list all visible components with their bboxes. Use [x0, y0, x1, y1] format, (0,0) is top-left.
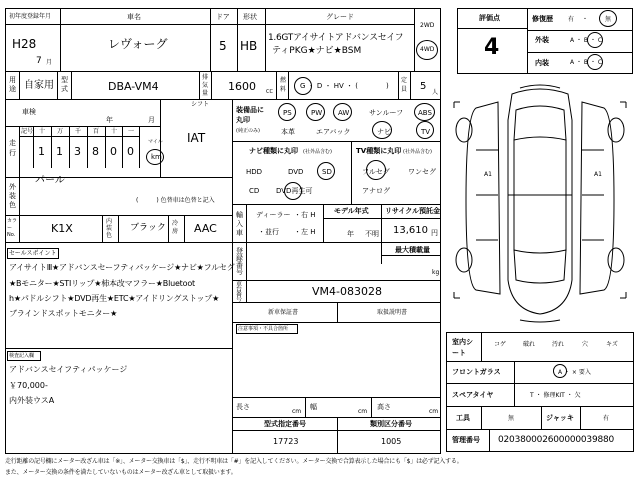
mileage-header-3: 千: [75, 128, 82, 135]
import-dealer: ディーラー: [256, 211, 291, 219]
equip-abs: ABS: [418, 109, 432, 117]
mileage-digit-2: 3: [74, 145, 81, 158]
model-year-year: 年: [347, 230, 354, 238]
equip-sunroof: サンルーフ: [369, 109, 404, 117]
dim-length-label: 長さ: [236, 403, 250, 411]
km-circle: [146, 149, 164, 165]
equip-ps: PS: [283, 109, 292, 117]
color-code-label: カラーNo.: [7, 218, 18, 238]
sales-point-line-3: ブラインドスポットモニター★: [9, 309, 118, 318]
disp-value: 1600: [228, 80, 256, 93]
mileage-unit-mile: マイル: [148, 139, 163, 145]
drive-2wd: 2WD: [420, 22, 435, 29]
capacity-label: 定員: [401, 77, 408, 93]
drive-4wd-circle: [416, 40, 438, 60]
mileage-digit-1: 1: [56, 145, 63, 158]
tv-analog: アナログ: [362, 187, 390, 195]
mileage-header-5: 十: [111, 128, 118, 135]
tv-oneseg: ワンセグ: [408, 168, 436, 176]
cert-class-value: 1005: [381, 437, 402, 446]
tv-type-sub: (社外品含む): [403, 149, 432, 155]
int-b-circle: [587, 54, 603, 70]
inspector-line-1: ￥70,000-: [9, 381, 48, 390]
equip-tv: TV: [421, 128, 431, 136]
tools-label: 工具: [456, 414, 470, 422]
mileage-digit-4: 0: [110, 145, 117, 158]
tv-type-label: TV種類に丸印: [356, 147, 402, 155]
ac-label: 冷房: [172, 220, 179, 235]
navi-dvd-play: DVD再生可: [276, 187, 313, 195]
shape-value: HB: [240, 39, 258, 53]
ext-label: 外装: [535, 36, 549, 44]
jack-label: ジャッキ: [546, 414, 574, 422]
mgmt-label: 管理番号: [452, 436, 480, 444]
dim-width-label: 幅: [310, 403, 317, 411]
equip-leather: 本革: [281, 128, 295, 136]
first-reg-era: H28: [12, 37, 37, 51]
navi-type-sub: (社外品含む): [303, 149, 332, 155]
first-reg-month: 7: [36, 56, 42, 66]
import-dot-2: ・: [294, 228, 301, 236]
first-reg-month-unit: 月: [46, 59, 53, 66]
cert-type-value: 17723: [273, 437, 299, 446]
equip-navi: ナビ: [377, 128, 391, 136]
seat-scratch: キズ: [606, 341, 618, 348]
inspection-month: 月: [148, 116, 155, 124]
model-value: レヴォーグ: [108, 37, 168, 51]
use-value: 自家用: [24, 80, 54, 91]
model-label: 車名: [127, 13, 141, 21]
inspector-line-2: 内外装ウスA: [9, 396, 55, 405]
mileage-header-4: 百: [93, 128, 100, 135]
glass-a-circle: [553, 364, 567, 378]
fuel-label: 燃料: [280, 77, 287, 93]
exterior-note: ( ) 色替車は色替と記入: [136, 197, 215, 204]
import-label: 輸入車: [236, 211, 243, 237]
score-label: 評価点: [479, 14, 500, 22]
seat-burn: コゲ: [494, 341, 507, 348]
car-diagram: [446, 80, 634, 325]
mileage-header-6: 一: [128, 128, 135, 135]
seat-hole: 穴: [582, 341, 589, 348]
footer-line-2: また、メーター交換の条件を満たしていないものはメーター改ざん車として取扱います。: [5, 469, 237, 476]
mileage-header-0: 記号: [21, 128, 34, 135]
glass-value: A ・ × 要入: [558, 369, 591, 376]
mileage-label: 走行: [9, 139, 16, 157]
mileage-unit-km: km: [151, 153, 162, 161]
recycle-label: リサイクル預託金: [385, 207, 441, 215]
reg-no-label: 登録番号: [236, 247, 243, 276]
shift-value: IAT: [187, 131, 206, 145]
first-reg-label: 初年度登録年月: [9, 13, 52, 20]
seat-stain: 汚れ: [552, 341, 565, 348]
load-label: 最大積載量: [395, 246, 430, 254]
navi-type-label: ナビ種類に丸印: [249, 147, 298, 155]
seat-label: 室内シート: [452, 338, 473, 357]
door-value: 5: [219, 39, 227, 53]
dim-length-unit: cm: [292, 408, 302, 415]
mileage-digit-3: 8: [92, 145, 99, 158]
glass-label: フロントガラス: [452, 368, 501, 376]
equip-aw: AW: [338, 109, 350, 117]
inspection-label: 車検: [22, 108, 36, 116]
int-label: 内装: [535, 59, 549, 67]
capacity-value: 5: [420, 81, 427, 92]
repair-label: 修復歴: [532, 15, 553, 23]
repair-no: 無: [605, 16, 612, 23]
load-unit: kg: [432, 269, 440, 276]
sales-point-line-0: アイサイトⅢ★アドバンスセーフティパッケージ★ナビ★フルセグ: [9, 263, 235, 272]
dim-height-label: 高さ: [377, 403, 391, 411]
grade-line1: 1.6GTアイサイトアドバンスセイフ: [268, 33, 404, 43]
grade-line2: ティPKG★ナビ★BSM: [272, 46, 362, 56]
import-right: 右 H: [301, 211, 316, 219]
equipment-sublabel: (純正のみ): [236, 128, 260, 134]
int-abc: A ・ B ・ C: [570, 59, 603, 66]
mgmt-value: 020380002600000039880: [498, 435, 615, 445]
sales-point-line-1: ★Bモニター★STIリップ★柿本改マフラー★Bluetoot: [9, 279, 195, 288]
navi-dvd: DVD: [288, 168, 304, 176]
cert-class-label: 類別区分番号: [370, 420, 412, 428]
fuel-g-circle: [294, 77, 312, 95]
ac-value: AAC: [194, 222, 217, 235]
inspector-label: 検査記入欄: [9, 353, 35, 359]
interior-color-label: 内装色: [106, 218, 113, 239]
use-label: 用途: [9, 76, 16, 93]
cert-type-label: 型式指定番号: [264, 420, 306, 428]
dim-height-unit: cm: [429, 408, 439, 415]
diagram-a1-right: A1: [594, 171, 602, 178]
ext-abc: A ・ B ・ C: [570, 37, 603, 44]
color-code-value: K1X: [51, 222, 73, 235]
sales-point-label: セールスポイント: [9, 250, 57, 257]
warranty-label: 新車保証書: [268, 309, 299, 316]
footer-line-1: 走行距離の記号欄にメーター改ざん車は「※」、メーター交換車は「$」、走行不明車は「#」を記入してください。メーター交換で合算表示した場合にも「$」は必ず記入する。: [5, 458, 463, 465]
tools-value: 無: [508, 415, 515, 422]
recycle-value: 13,610: [393, 225, 428, 236]
door-label: ドア: [216, 13, 230, 21]
import-left: 左 H: [301, 228, 316, 236]
repair-yes: 有: [568, 16, 575, 23]
sales-point-line-2: h★パドルシフト★DVD再生★ETC★アイドリングストップ★: [9, 294, 220, 303]
dim-width-unit: cm: [358, 408, 368, 415]
drive-4wd: 4WD: [420, 46, 435, 53]
seat-tear: 破れ: [523, 341, 536, 348]
model-year-label: モデル年式: [334, 207, 369, 215]
inspector-line-0: アドバンスセイフティパッケージ: [9, 365, 128, 374]
score-value: 4: [484, 35, 500, 60]
navi-hdd: HDD: [246, 168, 263, 176]
grade-label: グレード: [326, 13, 354, 21]
repair-no-circle: [599, 10, 617, 27]
tv-fullseg: フルセグ: [362, 168, 390, 176]
notes-label: 注意事項・不具合箇所: [238, 326, 289, 332]
mileage-header-1: 十: [39, 128, 46, 135]
shape-label: 形状: [243, 13, 257, 21]
type-value: DBA-VM4: [108, 80, 159, 93]
import-parallel: ・並行: [258, 228, 279, 236]
equip-pw: PW: [311, 109, 323, 117]
model-year-unknown: 不明: [365, 230, 379, 238]
disp-unit: CC: [266, 89, 273, 95]
fuel-options: G ・ D ・ HV ・ ( ): [300, 82, 389, 90]
mileage-digit-0: 1: [38, 145, 45, 158]
import-dot-1: ・: [294, 211, 301, 219]
inspection-year: 年: [106, 116, 113, 124]
chassis-value: VM4-083028: [312, 285, 382, 298]
mileage-digit-5: 0: [127, 145, 134, 158]
type-label: 型式: [61, 76, 68, 93]
spare-value: T ・ 修理KIT ・ 欠: [530, 392, 581, 399]
capacity-unit: 人: [432, 89, 439, 96]
equipment-label: 装備品に丸印: [236, 106, 264, 124]
jack-value: 有: [603, 415, 610, 422]
exterior-label: 外装色: [9, 183, 16, 209]
recycle-unit: 円: [431, 229, 438, 237]
chassis-label: 車台番号: [236, 281, 243, 303]
ext-b-circle: [587, 32, 603, 48]
spare-label: スペアタイヤ: [452, 391, 494, 399]
equip-airbag: エアバック: [316, 128, 351, 136]
mileage-header-2: 万: [57, 128, 64, 135]
manual-label: 取扱説明書: [377, 309, 408, 316]
shift-label: シフト: [191, 101, 210, 108]
navi-sd: SD: [322, 168, 332, 176]
disp-label: 排気量: [202, 74, 209, 97]
navi-cd: CD: [249, 187, 260, 195]
diagram-a1-left: A1: [484, 171, 492, 178]
interior-color-value: ブラック: [130, 223, 166, 233]
exterior-value: パール: [35, 175, 65, 186]
